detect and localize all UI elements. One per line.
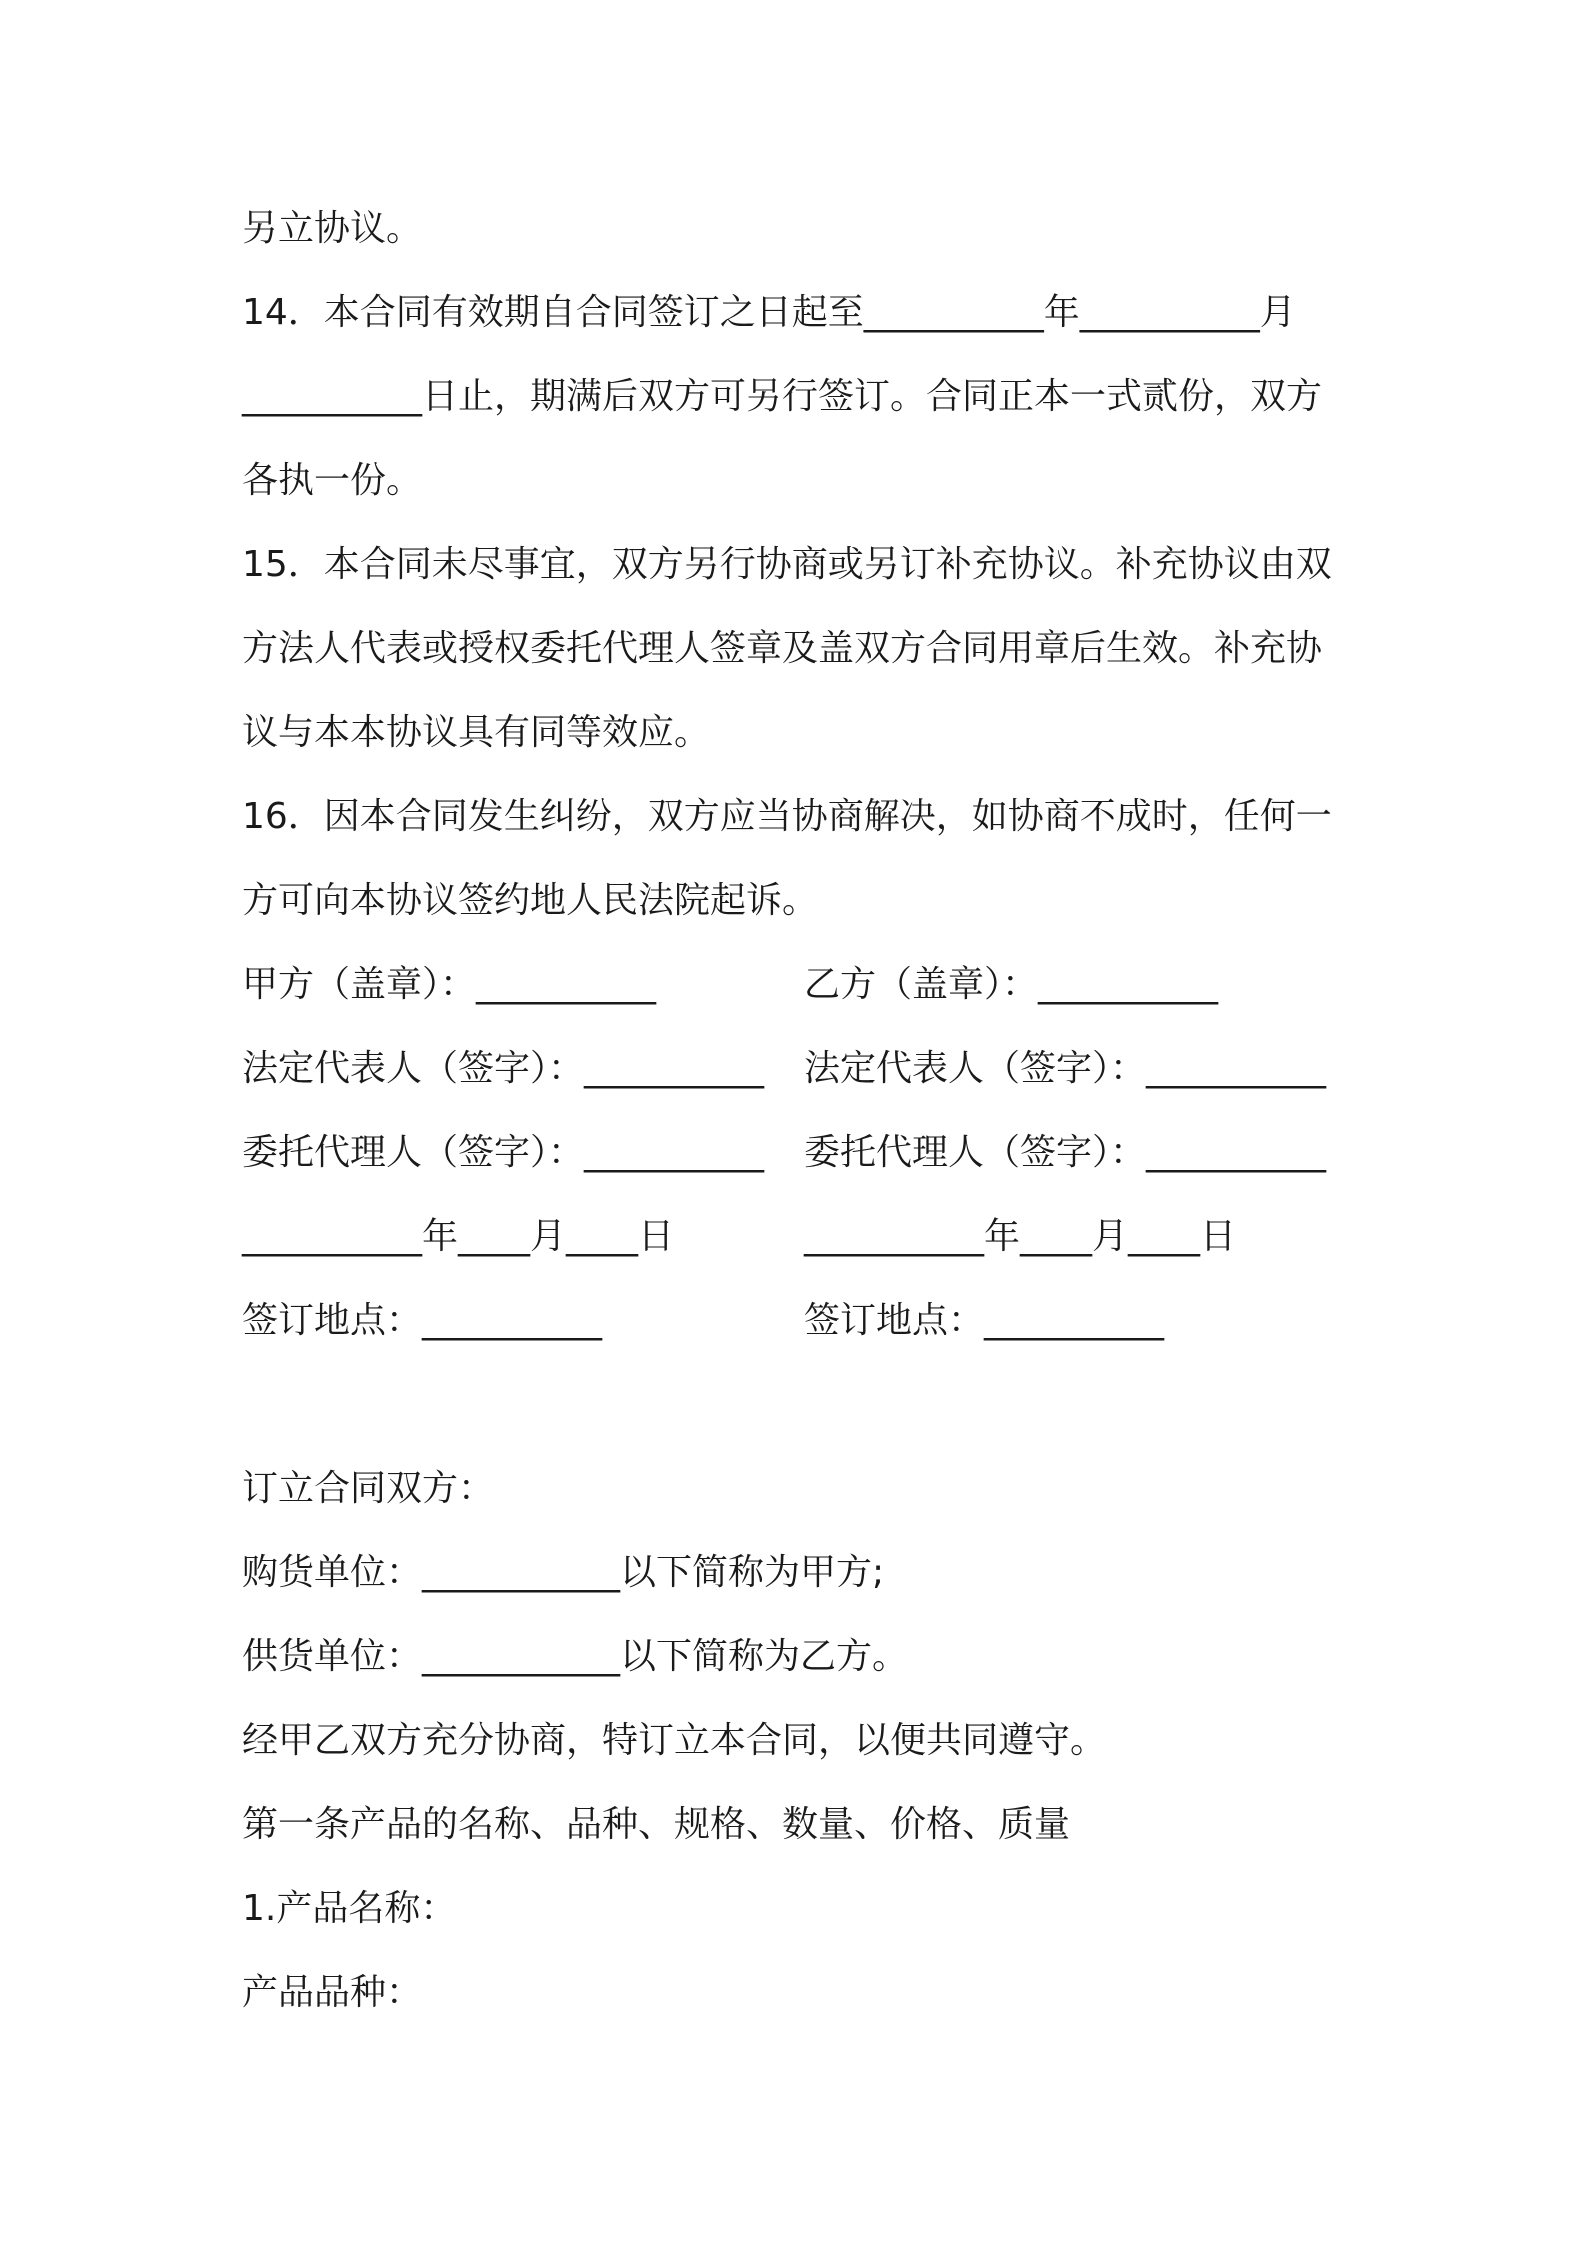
party-b-legal-rep: 法定代表人（签字）：__________ — [804, 1048, 1327, 1089]
product-variety-line: 产品品种： — [242, 1972, 423, 2013]
party-b-place: 签订地点：__________ — [804, 1300, 1165, 1341]
party-a-seal: 甲方（盖章）：__________ — [242, 964, 657, 1005]
clause-15-line-1: 15．本合同未尽事宜，双方另行协商或另订补充协议。补充协议由双 — [242, 544, 1332, 585]
clause-16-line-1: 16．因本合同发生纠纷，双方应当协商解决，如协商不成时，任何一 — [242, 796, 1332, 837]
clause-15-line-3: 议与本本协议具有同等效应。 — [242, 712, 711, 753]
party-b-seal: 乙方（盖章）：__________ — [804, 964, 1219, 1005]
product-name-line: 1.产品名称： — [242, 1888, 457, 1929]
clause-14-line-2: __________日止，期满后双方可另行签订。合同正本一式贰份，双方 — [242, 376, 1323, 417]
party-a-place: 签订地点：__________ — [242, 1300, 603, 1341]
contract-parties-heading: 订立合同双方： — [242, 1468, 495, 1509]
continuation-text: 另立协议。 — [242, 208, 423, 249]
party-a-date: __________年____月____日 — [242, 1216, 674, 1257]
clause-14-line-3: 各执一份。 — [242, 460, 423, 501]
supplier-line: 供货单位：___________以下简称为乙方。 — [242, 1636, 909, 1677]
article-1-heading: 第一条产品的名称、品种、规格、数量、价格、质量 — [242, 1804, 1071, 1845]
clause-16-line-2: 方可向本协议签约地人民法院起诉。 — [242, 880, 819, 921]
agreement-line: 经甲乙双方充分协商，特订立本合同，以便共同遵守。 — [242, 1720, 1107, 1761]
party-a-legal-rep: 法定代表人（签字）：__________ — [242, 1048, 765, 1089]
party-a-agent: 委托代理人（签字）：__________ — [242, 1132, 765, 1173]
party-b-agent: 委托代理人（签字）：__________ — [804, 1132, 1327, 1173]
clause-14-line-1: 14．本合同有效期自合同签订之日起至__________年__________月 — [242, 292, 1296, 333]
buyer-line: 购货单位：___________以下简称为甲方; — [242, 1552, 885, 1593]
party-b-date: __________年____月____日 — [804, 1216, 1236, 1257]
clause-15-line-2: 方法人代表或授权委托代理人签章及盖双方合同用章后生效。补充协 — [242, 628, 1323, 669]
